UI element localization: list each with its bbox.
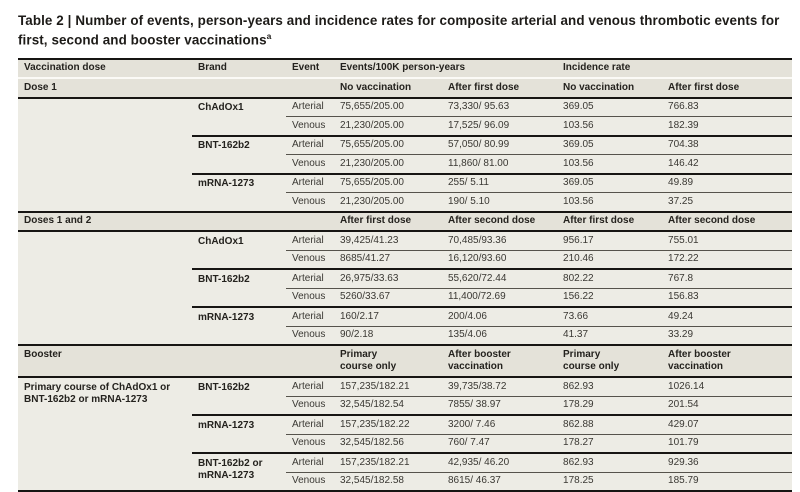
brand-cell: BNT-162b2 xyxy=(192,136,286,174)
brand-cell: ChAdOx1 xyxy=(192,98,286,136)
value-cell: 55,620/72.44 xyxy=(442,269,557,288)
event-cell: Venous xyxy=(286,288,334,307)
value-cell: 103.56 xyxy=(557,193,662,212)
value-cell: 3200/ 7.46 xyxy=(442,415,557,434)
column-subheader: After second dose xyxy=(442,212,557,232)
header-events-per-100k: Events/100K person-years xyxy=(334,59,557,79)
event-cell: Arterial xyxy=(286,174,334,193)
value-cell: 75,655/205.00 xyxy=(334,174,442,193)
section-row xyxy=(18,78,792,98)
column-subheader: After booster vaccination xyxy=(442,345,557,377)
table-body xyxy=(18,78,792,491)
section-row xyxy=(18,212,792,232)
value-cell: 101.79 xyxy=(662,434,792,453)
value-cell: 42,935/ 46.20 xyxy=(442,453,557,472)
value-cell: 802.22 xyxy=(557,269,662,288)
value-cell: 5260/33.67 xyxy=(334,288,442,307)
value-cell: 956.17 xyxy=(557,231,662,250)
value-cell: 369.05 xyxy=(557,98,662,117)
value-cell: 200/4.06 xyxy=(442,307,557,326)
brand-cell: ChAdOx1 xyxy=(192,231,286,269)
value-cell: 32,545/182.56 xyxy=(334,434,442,453)
section-label: Doses 1 and 2 xyxy=(18,212,334,232)
value-cell: 755.01 xyxy=(662,231,792,250)
event-cell: Arterial xyxy=(286,136,334,155)
value-cell: 103.56 xyxy=(557,155,662,174)
brand-cell: BNT-162b2 xyxy=(192,377,286,415)
value-cell: 210.46 xyxy=(557,250,662,269)
value-cell: 73,330/ 95.63 xyxy=(442,98,557,117)
value-cell: 57,050/ 80.99 xyxy=(442,136,557,155)
column-subheader: After first dose xyxy=(662,78,792,98)
event-cell: Venous xyxy=(286,326,334,345)
dose-group-label: Primary course of ChAdOx1 or BNT-162b2 or mRNA-1273 xyxy=(18,377,192,491)
value-cell: 8615/ 46.37 xyxy=(442,472,557,491)
event-cell: Arterial xyxy=(286,453,334,472)
dose-group-label xyxy=(18,98,192,212)
value-cell: 75,655/205.00 xyxy=(334,136,442,155)
value-cell: 21,230/205.00 xyxy=(334,117,442,136)
brand-cell: mRNA-1273 xyxy=(192,174,286,212)
value-cell: 1026.14 xyxy=(662,377,792,396)
brand-cell: mRNA-1273 xyxy=(192,415,286,453)
event-cell: Arterial xyxy=(286,98,334,117)
brand-cell: mRNA-1273 xyxy=(192,307,286,345)
footnote-marker-icon: a xyxy=(266,31,272,42)
table-row xyxy=(18,98,792,117)
value-cell: 39,735/38.72 xyxy=(442,377,557,396)
header-vaccination-dose: Vaccination dose xyxy=(18,59,192,79)
value-cell: 172.22 xyxy=(662,250,792,269)
results-table xyxy=(18,58,792,492)
value-cell: 178.25 xyxy=(557,472,662,491)
value-cell: 90/2.18 xyxy=(334,326,442,345)
table-row xyxy=(18,377,792,396)
column-subheader: After first dose xyxy=(334,212,442,232)
value-cell: 32,545/182.58 xyxy=(334,472,442,491)
table-header-row xyxy=(18,59,792,79)
event-cell: Venous xyxy=(286,472,334,491)
section-label: Booster xyxy=(18,345,334,377)
value-cell: 369.05 xyxy=(557,174,662,193)
value-cell: 135/4.06 xyxy=(442,326,557,345)
value-cell: 39,425/41.23 xyxy=(334,231,442,250)
value-cell: 49.89 xyxy=(662,174,792,193)
column-subheader: No vaccination xyxy=(334,78,442,98)
column-subheader: Primary course only xyxy=(334,345,442,377)
column-subheader: After first dose xyxy=(557,212,662,232)
event-cell: Arterial xyxy=(286,307,334,326)
column-subheader: After booster vaccination xyxy=(662,345,792,377)
value-cell: 37.25 xyxy=(662,193,792,212)
value-cell: 33.29 xyxy=(662,326,792,345)
table-row xyxy=(18,231,792,250)
value-cell: 929.36 xyxy=(662,453,792,472)
value-cell: 201.54 xyxy=(662,396,792,415)
value-cell: 75,655/205.00 xyxy=(334,98,442,117)
column-subheader: After second dose xyxy=(662,212,792,232)
event-cell: Arterial xyxy=(286,415,334,434)
value-cell: 21,230/205.00 xyxy=(334,155,442,174)
event-cell: Venous xyxy=(286,434,334,453)
event-cell: Arterial xyxy=(286,231,334,250)
column-subheader: Primary course only xyxy=(557,345,662,377)
value-cell: 190/ 5.10 xyxy=(442,193,557,212)
value-cell: 73.66 xyxy=(557,307,662,326)
value-cell: 178.29 xyxy=(557,396,662,415)
event-cell: Arterial xyxy=(286,377,334,396)
column-subheader: After first dose xyxy=(442,78,557,98)
value-cell: 11,400/72.69 xyxy=(442,288,557,307)
value-cell: 26,975/33.63 xyxy=(334,269,442,288)
dose-group-label xyxy=(18,231,192,345)
value-cell: 157,235/182.22 xyxy=(334,415,442,434)
value-cell: 255/ 5.11 xyxy=(442,174,557,193)
value-cell: 369.05 xyxy=(557,136,662,155)
value-cell: 862.88 xyxy=(557,415,662,434)
header-event: Event xyxy=(286,59,334,79)
value-cell: 156.22 xyxy=(557,288,662,307)
value-cell: 21,230/205.00 xyxy=(334,193,442,212)
value-cell: 103.56 xyxy=(557,117,662,136)
value-cell: 49.24 xyxy=(662,307,792,326)
value-cell: 767.8 xyxy=(662,269,792,288)
value-cell: 760/ 7.47 xyxy=(442,434,557,453)
table-title xyxy=(18,11,792,50)
value-cell: 32,545/182.54 xyxy=(334,396,442,415)
value-cell: 157,235/182.21 xyxy=(334,453,442,472)
event-cell: Venous xyxy=(286,193,334,212)
section-label: Dose 1 xyxy=(18,78,334,98)
event-cell: Venous xyxy=(286,117,334,136)
section-row xyxy=(18,345,792,377)
value-cell: 704.38 xyxy=(662,136,792,155)
table-title-text: Table 2 | Number of events, person-years and incidence rates for composite arterial and venous thrombotic events for first, second and booster vaccinations xyxy=(18,13,780,48)
value-cell: 766.83 xyxy=(662,98,792,117)
value-cell: 862.93 xyxy=(557,377,662,396)
brand-cell: BNT-162b2 or mRNA-1273 xyxy=(192,453,286,491)
value-cell: 11,860/ 81.00 xyxy=(442,155,557,174)
value-cell: 16,120/93.60 xyxy=(442,250,557,269)
value-cell: 429.07 xyxy=(662,415,792,434)
event-cell: Venous xyxy=(286,250,334,269)
value-cell: 178.27 xyxy=(557,434,662,453)
value-cell: 7855/ 38.97 xyxy=(442,396,557,415)
header-incidence-rate: Incidence rate xyxy=(557,59,792,79)
column-subheader: No vaccination xyxy=(557,78,662,98)
header-brand: Brand xyxy=(192,59,286,79)
value-cell: 862.93 xyxy=(557,453,662,472)
value-cell: 160/2.17 xyxy=(334,307,442,326)
event-cell: Arterial xyxy=(286,269,334,288)
value-cell: 70,485/93.36 xyxy=(442,231,557,250)
value-cell: 8685/41.27 xyxy=(334,250,442,269)
brand-cell: BNT-162b2 xyxy=(192,269,286,307)
value-cell: 146.42 xyxy=(662,155,792,174)
value-cell: 185.79 xyxy=(662,472,792,491)
value-cell: 17,525/ 96.09 xyxy=(442,117,557,136)
value-cell: 157,235/182.21 xyxy=(334,377,442,396)
value-cell: 182.39 xyxy=(662,117,792,136)
value-cell: 156.83 xyxy=(662,288,792,307)
event-cell: Venous xyxy=(286,396,334,415)
event-cell: Venous xyxy=(286,155,334,174)
value-cell: 41.37 xyxy=(557,326,662,345)
